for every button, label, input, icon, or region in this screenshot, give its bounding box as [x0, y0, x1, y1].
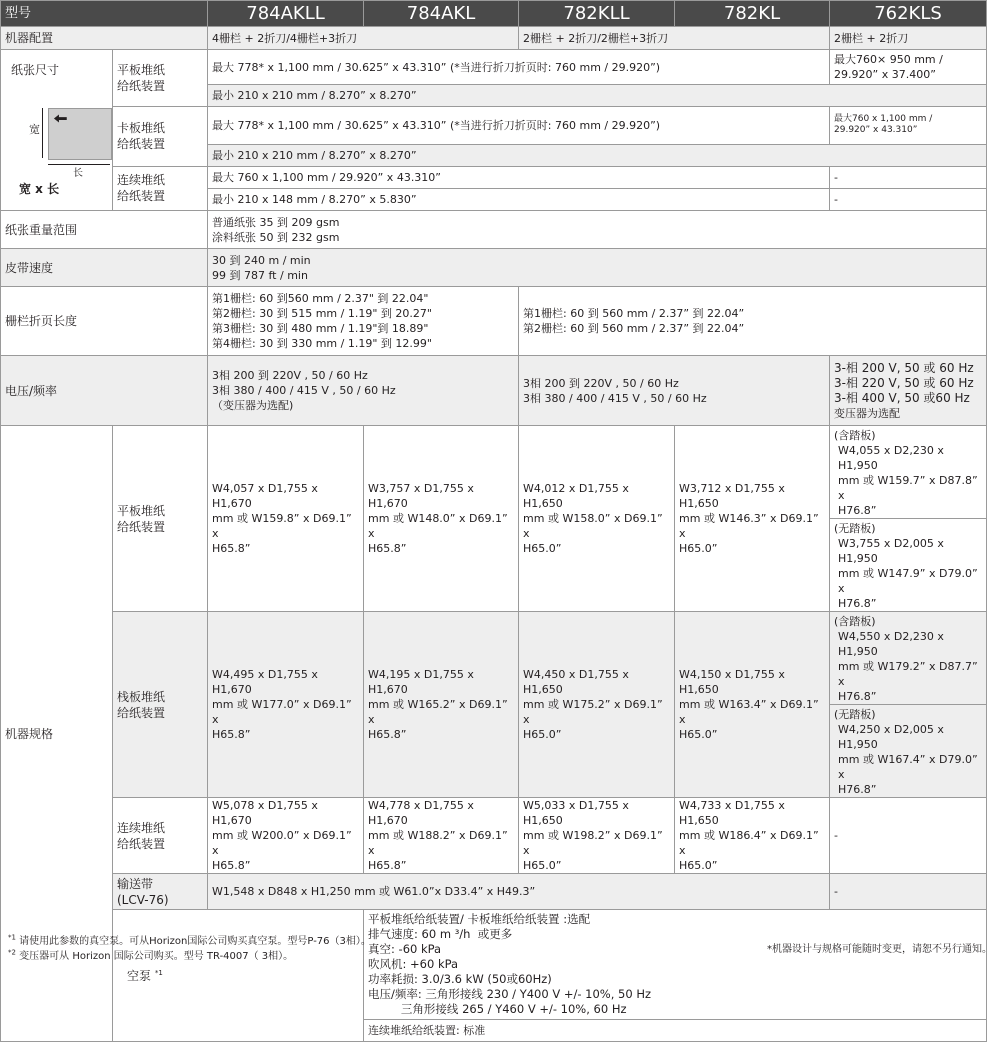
with-pedal-label: (含踏板) — [834, 429, 876, 442]
dims-cont-784akll: W5,078 x D1,755 x H1,670 mm 或 W200.0” x D69.1” x H65.8” — [208, 798, 364, 874]
footnote-disclaimer: *机器设计与规格可能随时变更，请恕不另行通知。 — [767, 944, 992, 955]
fold-782: 第1栅栏: 60 到 560 mm / 2.37” 到 22.04” 第2栅栏: 60 到 560 mm / 2.37” 到 22.04” — [519, 287, 987, 356]
paper-flat-max-row — [1, 50, 987, 85]
card-feeder-label: 卡板堆纸 给纸装置 — [113, 107, 208, 167]
header-row — [1, 1, 987, 27]
cont-min: 最小 210 x 148 mm / 8.270” x 5.830” — [208, 189, 830, 211]
card-762: 最大760 x 1,100 mm / 29.920” x 43.310” — [830, 107, 987, 145]
flat-762: 最大760× 950 mm / 29.920” x 37.400” — [830, 50, 987, 85]
flat-feeder-label: 平板堆纸 给纸装置 — [113, 50, 208, 107]
fold-label: 栅栏折页长度 — [1, 287, 208, 356]
flat-max: 最大 778* x 1,100 mm / 30.625” x 43.310” (*当进行折刀折页时: 760 mm / 29.920”) — [208, 50, 830, 85]
dims-belt-row — [1, 874, 987, 910]
length-dimension-line — [48, 164, 110, 165]
voltage-782: 3相 200 到 220V , 50 / 60 Hz 3相 380 / 400 / 415 V , 50 / 60 Hz — [519, 356, 830, 426]
cont-feeder-label: 连续堆纸 给纸装置 — [113, 166, 208, 211]
flat-min: 最小 210 x 210 mm / 8.270” x 8.270” — [208, 85, 987, 107]
pump-label: 空泵 — [127, 968, 152, 983]
config-782: 2栅栏 + 2折刀/2栅栏+3折刀 — [519, 27, 830, 50]
belt-value: W1,548 x D848 x H1,250 mm 或 W61.0”x D33.4” x H49.3” — [208, 874, 830, 910]
pump-cont: 连续堆纸给纸装置: 标准 — [364, 1020, 987, 1042]
card-max: 最大 778* x 1,100 mm / 30.625” x 43.310” (*当进行折刀折页时: 760 mm / 29.920”) — [208, 107, 830, 145]
belt-762: - — [830, 874, 987, 910]
dims-pile-784akl: W4,195 x D1,755 x H1,670 mm 或 W165.2” x D69.1” x H65.8” — [364, 612, 519, 798]
voltage-762-note: 变压器为选配 — [834, 406, 901, 420]
dims-pile-762a-value: W4,550 x D2,230 x H1,950 mm 或 W179.2” x D87.7” x H76.8” — [838, 630, 978, 703]
model-782kll: 782KLL — [519, 1, 675, 27]
paper-size-cell — [1, 50, 113, 211]
fold-row — [1, 287, 987, 356]
dims-flat-782kll: W4,012 x D1,755 x H1,650 mm 或 W158.0” x D69.1” x H65.0” — [519, 426, 675, 612]
dims-cont-784akl: W4,778 x D1,755 x H1,670 mm 或 W188.2” x D69.1” x H65.8” — [364, 798, 519, 874]
pump-spec: 平板堆纸给纸装置/ 卡板堆纸给纸装置 :选配 排气速度: 60 m ³/h 或更多 真空: -60 kPa 吹风机: +60 kPa 功率耗损: 3.0/3.6 kW (50或60Hz) 电压/频率: 三角形接线 230 / Y400 V +/- 10%, 50 Hz 三角形接线 265 / Y460 V +/- 10%, 60 Hz — [364, 910, 987, 1020]
voltage-762-cell — [830, 356, 987, 426]
model-782kl: 782KL — [675, 1, 830, 27]
dims-flat-762a-value: W4,055 x D2,230 x H1,950 mm 或 W159.7” x D87.8” x H76.8” — [838, 444, 978, 517]
dims-cont-782kll: W5,033 x D1,755 x H1,650 mm 或 W198.2” x D69.1” x H65.0” — [519, 798, 675, 874]
dims-pile-762b-value: W4,250 x D2,005 x H1,950 mm 或 W167.4” x D79.0” x H76.8” — [838, 723, 978, 796]
length-label: 长 — [73, 168, 83, 179]
dims-flat-label: 平板堆纸 给纸装置 — [113, 426, 208, 612]
dims-cont-762: - — [830, 798, 987, 874]
dims-cont-782kl: W4,733 x D1,755 x H1,650 mm 或 W186.4” x D69.1” x H65.0” — [675, 798, 830, 874]
belt-label: 输送带 (LCV-76) — [113, 874, 208, 910]
paper-cont-max-row — [1, 166, 987, 189]
speed-value: 30 到 240 m / min 99 到 787 ft / min — [208, 249, 987, 287]
dims-flat-762b-value: W3,755 x D2,005 x H1,950 mm 或 W147.9” x D79.0” x H76.8” — [838, 537, 978, 610]
dims-pile-762-without-pedal — [830, 705, 987, 798]
dims-label: 机器规格 — [1, 426, 113, 1042]
dims-flat-784akl: W3,757 x D1,755 x H1,670 mm 或 W148.0” x D69.1” x H65.8” — [364, 426, 519, 612]
dims-pile-762-with-pedal — [830, 612, 987, 705]
model-784akll: 784AKLL — [208, 1, 364, 27]
model-762kls: 762KLS — [830, 1, 987, 27]
config-row — [1, 27, 987, 50]
config-label: 机器配置 — [1, 27, 208, 50]
fold-784: 第1栅栏: 60 到560 mm / 2.37" 到 22.04" 第2栅栏: 30 到 515 mm / 1.19" 到 20.27" 第3栅栏: 30 到 480 mm / 1.19"到 18.89" 第4栅栏: 30 到 330 mm / 1.19" 到 12.99" — [208, 287, 519, 356]
voltage-784: 3相 200 到 220V , 50 / 60 Hz 3相 380 / 400 / 415 V , 50 / 60 Hz （变压器为选配) — [208, 356, 519, 426]
voltage-label: 电压/频率 — [1, 356, 208, 426]
config-784: 4栅栏 + 2折刀/4栅栏+3折刀 — [208, 27, 519, 50]
voltage-row — [1, 356, 987, 426]
with-pedal-label: (含踏板) — [834, 615, 876, 628]
without-pedal-label: (无踏板) — [834, 708, 876, 721]
dims-flat-row-a — [1, 426, 987, 519]
without-pedal-label: (无踏板) — [834, 522, 876, 535]
dims-pile-782kl: W4,150 x D1,755 x H1,650 mm 或 W163.4” x D69.1” x H65.0” — [675, 612, 830, 798]
speed-row — [1, 249, 987, 287]
dims-cont-row — [1, 798, 987, 874]
size-caption: 宽 x 长 — [19, 182, 60, 196]
dims-flat-762-without-pedal — [830, 519, 987, 612]
footnote-2-mark: *2 — [8, 948, 16, 957]
model-784akl: 784AKL — [364, 1, 519, 27]
pump-row — [1, 910, 987, 1020]
width-label: 宽 — [29, 123, 40, 136]
dims-pile-782kll: W4,450 x D1,755 x H1,650 mm 或 W175.2” x D69.1” x H65.0” — [519, 612, 675, 798]
footnote-2-text: 变压器可从 Horizon 国际公司购买。型号 TR-4007（ 3相）。 — [19, 951, 294, 962]
dims-flat-762-with-pedal — [830, 426, 987, 519]
footnote-1 — [8, 935, 371, 949]
pump-label-cell — [113, 910, 364, 1042]
dims-cont-label: 连续堆纸 给纸装置 — [113, 798, 208, 874]
footnote-1-mark: *1 — [8, 933, 16, 942]
weight-row — [1, 211, 987, 249]
speed-label: 皮带速度 — [1, 249, 208, 287]
footnote-2 — [8, 950, 293, 964]
weight-value: 普通纸张 35 到 209 gsm 涂料纸张 50 到 232 gsm — [208, 211, 987, 249]
model-header-label: 型号 — [1, 1, 208, 27]
dims-pile-label: 栈板堆纸 给纸装置 — [113, 612, 208, 798]
dims-flat-782kl: W3,712 x D1,755 x H1,650 mm 或 W146.3” x D69.1” x H65.0” — [675, 426, 830, 612]
card-min: 最小 210 x 210 mm / 8.270” x 8.270” — [208, 144, 987, 166]
feed-direction-arrow-icon: 🠨 — [53, 109, 68, 130]
pump-footnote-mark: *1 — [154, 968, 163, 977]
width-dimension-line — [42, 108, 43, 158]
cont-762-min: - — [830, 189, 987, 211]
cont-762-max: - — [830, 166, 987, 189]
weight-label: 纸张重量范围 — [1, 211, 208, 249]
cont-max: 最大 760 x 1,100 mm / 29.920” x 43.310” — [208, 166, 830, 189]
dims-flat-784akll: W4,057 x D1,755 x H1,670 mm 或 W159.8” x D69.1” x H65.8” — [208, 426, 364, 612]
voltage-762: 3-相 200 V, 50 或 60 Hz 3-相 220 V, 50 或 60 Hz 3-相 400 V, 50 或60 Hz — [834, 360, 974, 405]
config-762: 2栅栏 + 2折刀 — [830, 27, 987, 50]
paper-size-label: 纸张尺寸 — [11, 63, 60, 77]
paper-card-max-row — [1, 107, 987, 145]
footnote-1-text: 请使用此参数的真空泵。可从Horizon国际公司购买真空泵。型号P-76（3相）。 — [19, 936, 371, 947]
dims-pile-row-a — [1, 612, 987, 705]
dims-pile-784akll: W4,495 x D1,755 x H1,670 mm 或 W177.0” x D69.1” x H65.8” — [208, 612, 364, 798]
